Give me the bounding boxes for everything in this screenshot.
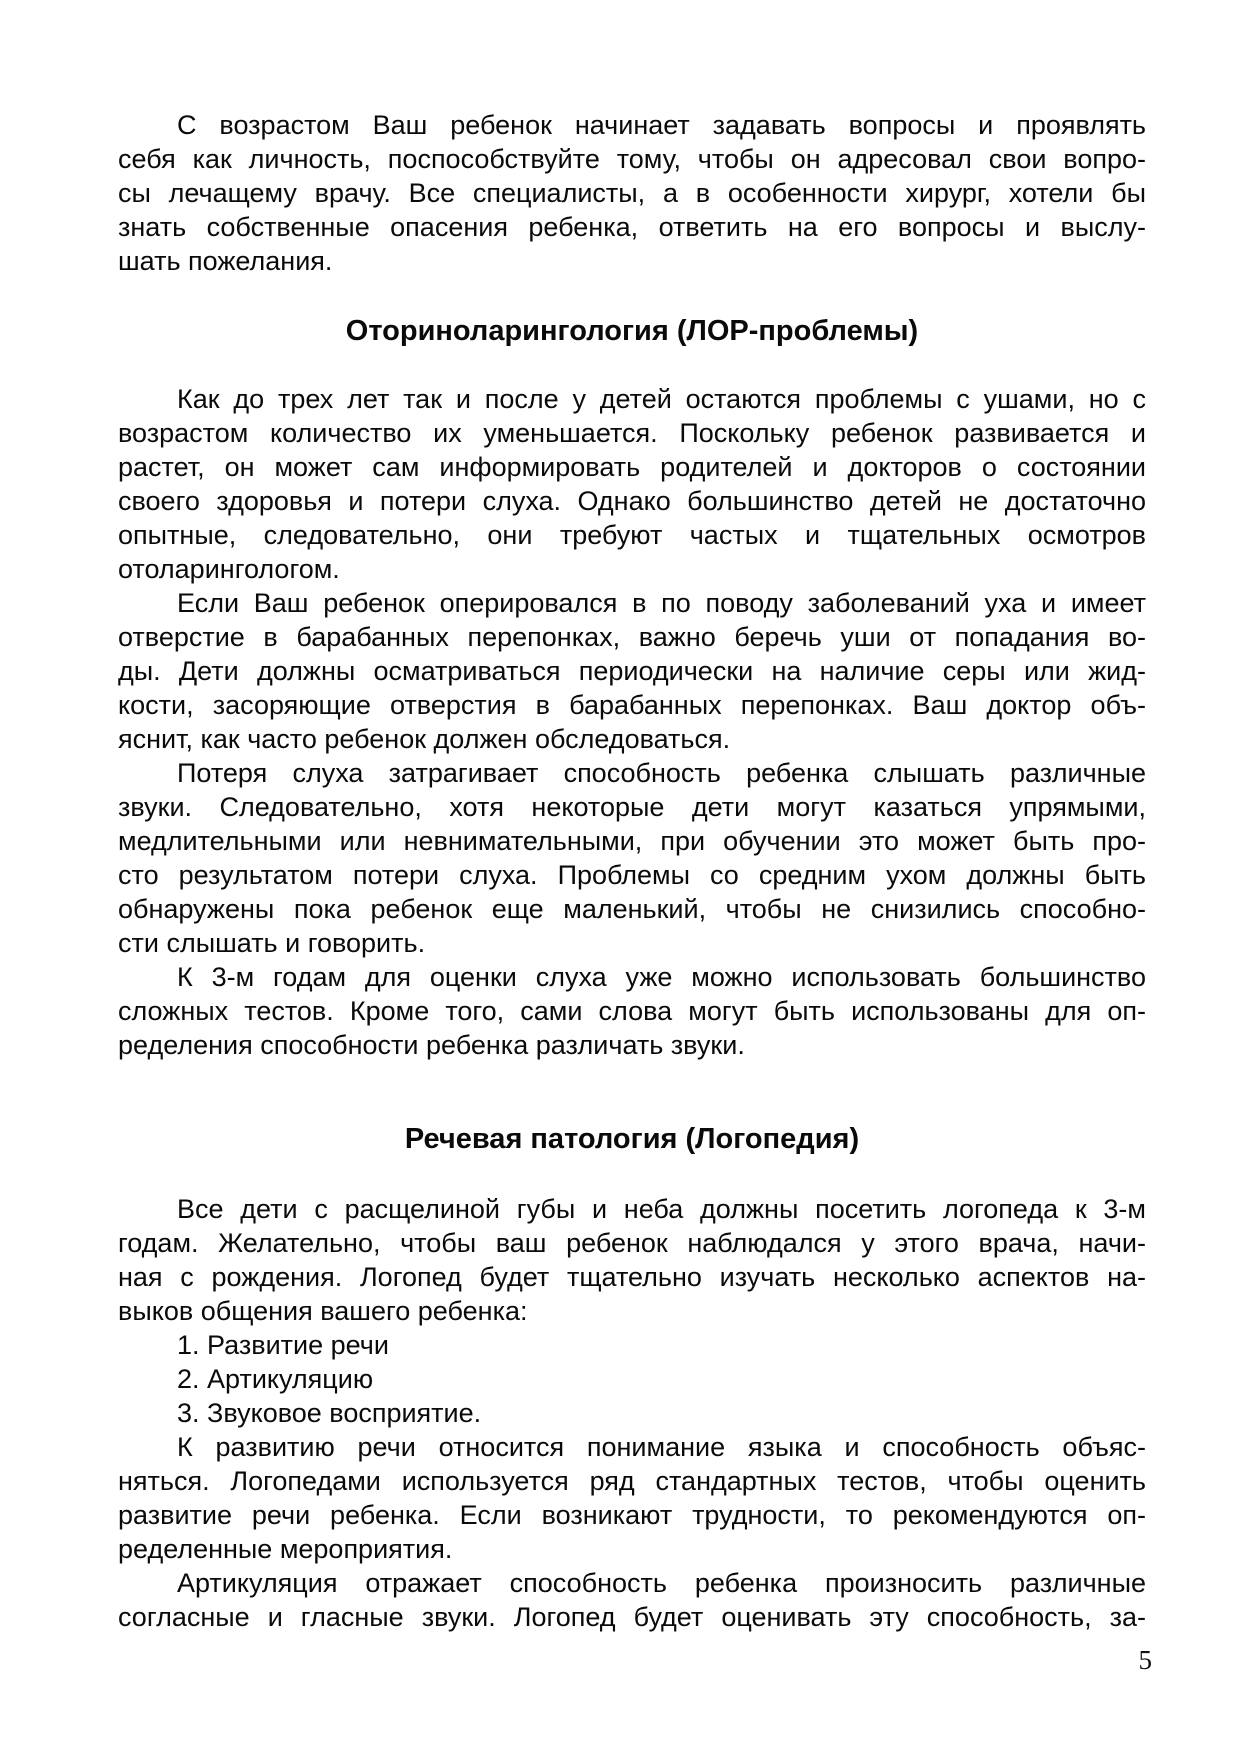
text-line: растет, он может сам информировать родителей и докторов о состоянии (118, 452, 1146, 482)
paragraph-ear-problems (118, 382, 1146, 586)
text-line: себя как личность, поспособствуйте тому, чтобы он адресовал свои вопро- (118, 144, 1146, 174)
text-line: Если Ваш ребенок оперировался в по поводу заболеваний уха и имеет (177, 588, 1146, 618)
text-line: возрастом количество их уменьшается. Поскольку ребенок развивается и (118, 418, 1146, 448)
text-line: шать пожелания. (118, 246, 333, 276)
paragraph-hearing-loss (118, 756, 1146, 960)
section-heading-speech-pathology: Речевая патология (Логопедия) (404, 1123, 860, 1155)
text-line: опытные, следовательно, они требуют частых и тщательных осмотров (118, 520, 1146, 550)
text-line: сти слышать и говорить. (118, 928, 426, 958)
list-item-sound-perception: 3. Звуковое восприятие. (177, 1398, 482, 1428)
paragraph-hearing-tests (118, 960, 1146, 1062)
text-line: ределения способности ребенка различать звуки. (118, 1030, 745, 1060)
paragraph-speech-therapist (118, 1192, 1146, 1328)
paragraph-articulation-ability (118, 1566, 1146, 1634)
text-line: своего здоровья и потери слуха. Однако большинство детей не достаточно (118, 486, 1146, 516)
text-line: Потеря слуха затрагивает способность ребенка слышать различные (177, 758, 1146, 788)
text-line: выков общения вашего ребенка: (118, 1296, 528, 1326)
text-line: Все дети с расщелиной губы и неба должны посетить логопеда к 3-м (177, 1194, 1146, 1224)
text-line: обнаружены пока ребенок еще маленький, чтобы не снизились способно- (118, 894, 1146, 924)
paragraph-age-questions (118, 108, 1146, 278)
text-line: ды. Дети должны осматриваться периодически на наличие серы или жид- (118, 656, 1146, 686)
list-item-speech-development: 1. Развитие речи (177, 1330, 389, 1360)
section-heading-otorhinolaryngology: Оториноларингология (ЛОР-проблемы) (345, 315, 919, 347)
text-line: Артикуляция отражает способность ребенка произносить различные (177, 1568, 1146, 1598)
text-line: яснит, как часто ребенок должен обследоваться. (118, 724, 731, 754)
text-line: ная с рождения. Логопед будет тщательно изучать несколько аспектов на- (118, 1262, 1146, 1292)
text-line: С возрастом Ваш ребенок начинает задавать вопросы и проявлять (177, 110, 1146, 140)
text-line: ределенные мероприятия. (118, 1534, 453, 1564)
text-line: кости, засоряющие отверстия в барабанных перепонках. Ваш доктор объ- (118, 690, 1146, 720)
text-line: знать собственные опасения ребенка, ответить на его вопросы и выслу- (118, 212, 1146, 242)
text-line: отверстие в барабанных перепонках, важно беречь уши от попадания во- (118, 622, 1146, 652)
text-line: согласные и гласные звуки. Логопед будет оценивать эту способность, за- (118, 1602, 1146, 1632)
page-number: 5 (1138, 1645, 1152, 1675)
text-line: звуки. Следовательно, хотя некоторые дети могут казаться упрямыми, (118, 792, 1146, 822)
text-line: К развитию речи относится понимание языка и способность объяс- (177, 1432, 1146, 1462)
paragraph-ear-surgery (118, 586, 1146, 756)
list-item-articulation: 2. Артикуляцию (177, 1364, 374, 1394)
text-line: отоларингологом. (118, 554, 340, 584)
text-line: развитие речи ребенка. Если возникают трудности, то рекомендуются оп- (118, 1500, 1146, 1530)
text-line: Как до трех лет так и после у детей остаются проблемы с ушами, но с (177, 384, 1146, 414)
page-content (118, 108, 1146, 1634)
text-line: медлительными или невнимательными, при обучении это может быть про- (118, 826, 1146, 856)
text-line: сложных тестов. Кроме того, сами слова могут быть использованы для оп- (118, 996, 1146, 1026)
paragraph-speech-development-tests (118, 1430, 1146, 1566)
text-line: сы лечащему врачу. Все специалисты, а в особенности хирург, хотели бы (118, 178, 1146, 208)
text-line: сто результатом потери слуха. Проблемы со средним ухом должны быть (118, 860, 1146, 890)
text-line: годам. Желательно, чтобы ваш ребенок наблюдался у этого врача, начи- (118, 1228, 1146, 1258)
text-line: К 3-м годам для оценки слуха уже можно использовать большинство (177, 962, 1146, 992)
text-line: няться. Логопедами используется ряд стандартных тестов, чтобы оценить (118, 1466, 1146, 1496)
